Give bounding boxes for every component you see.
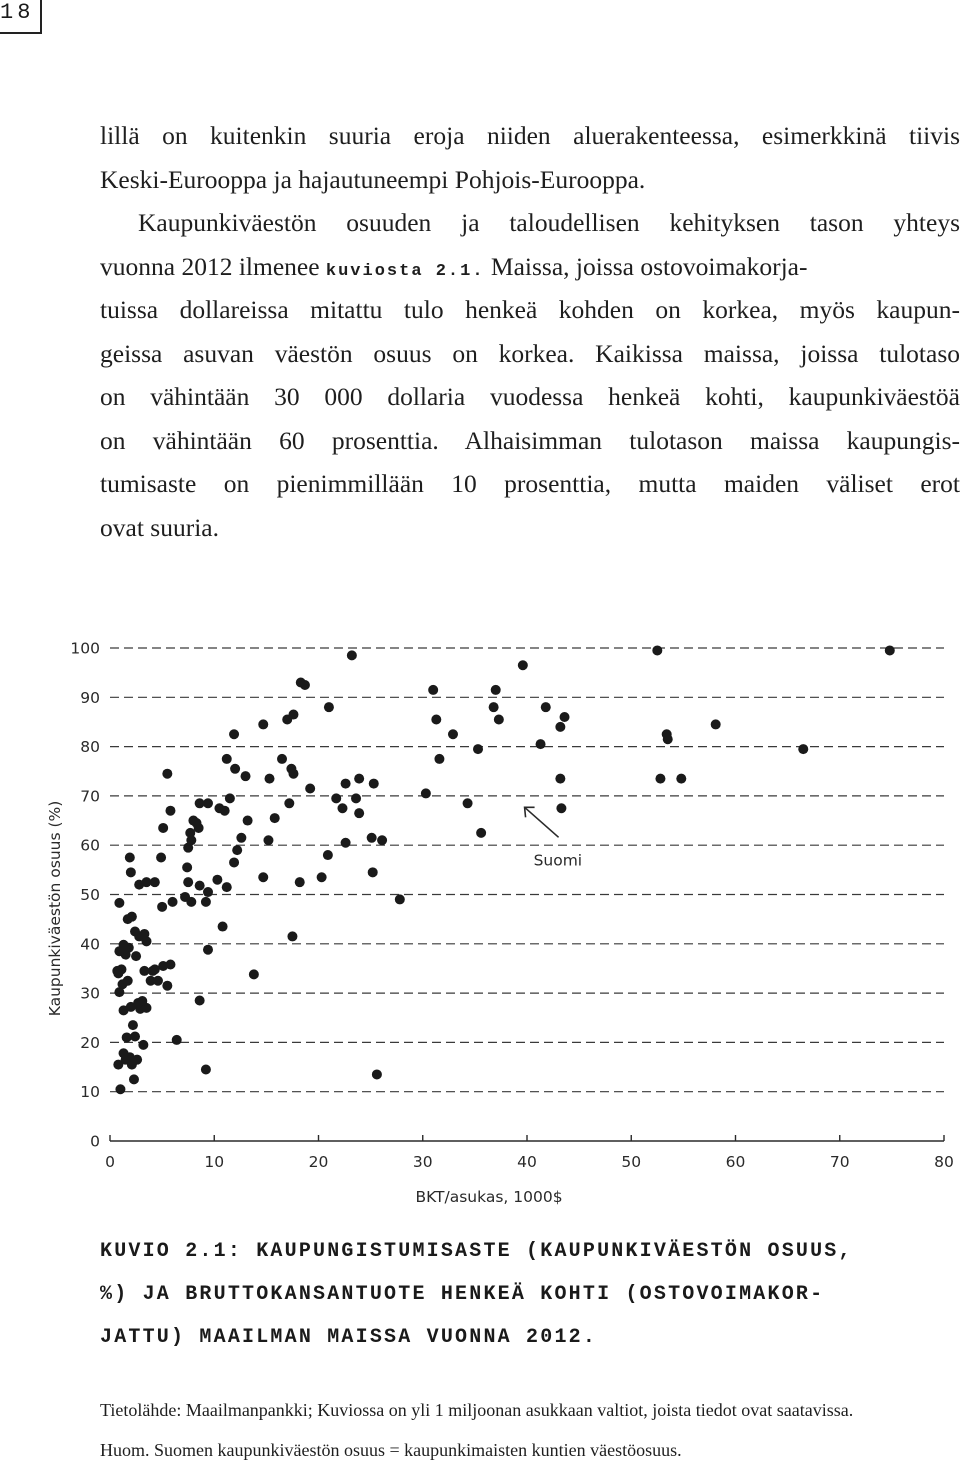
annotation-arrow-line <box>525 807 559 837</box>
data-point <box>186 897 196 907</box>
data-point <box>130 1031 140 1041</box>
page-number: 18 <box>0 0 42 34</box>
data-point <box>130 926 140 936</box>
data-point <box>300 680 310 690</box>
data-point <box>222 882 232 892</box>
y-tick-label: 90 <box>80 688 100 707</box>
data-point <box>131 951 141 961</box>
data-point <box>354 774 364 784</box>
data-point <box>287 931 297 941</box>
data-point <box>186 835 196 845</box>
data-point <box>128 1020 138 1030</box>
data-point <box>431 714 441 724</box>
data-point <box>195 881 205 891</box>
body-line-text: Maissa, joissa ostovoimakorja- <box>484 251 808 281</box>
data-point <box>798 744 808 754</box>
data-point <box>476 828 486 838</box>
data-point <box>230 764 240 774</box>
data-point <box>270 813 280 823</box>
x-tick-label: 40 <box>517 1153 537 1171</box>
data-point <box>123 976 133 986</box>
data-point <box>236 833 246 843</box>
data-point <box>368 867 378 877</box>
caption-line: JATTU) MAAILMAN MAISSA VUONNA 2012. <box>100 1326 598 1349</box>
data-point <box>138 1040 148 1050</box>
data-point <box>265 774 275 784</box>
caption-line: %) JA BRUTTOKANSANTUOTE HENKEÄ KOHTI (OSTOVOIMAKOR- <box>100 1283 825 1306</box>
y-tick-label: 30 <box>80 984 100 1003</box>
data-point <box>125 853 135 863</box>
data-point <box>195 995 205 1005</box>
x-axis-label: BKT/asukas, 1000$ <box>415 1188 563 1206</box>
data-point <box>139 929 149 939</box>
scatter-chart <box>0 620 960 1220</box>
body-line: tumisaste on pienimmillään 10 prosenttia, mutta maiden väliset erot <box>100 469 960 498</box>
chart-axes <box>110 1135 944 1141</box>
y-tick-label: 20 <box>80 1033 100 1052</box>
data-point <box>555 722 565 732</box>
data-point <box>127 912 137 922</box>
data-point <box>241 771 251 781</box>
body-line: geissa asuvan väestön osuus on korkea. Kaikissa maissa, joissa tulotaso <box>100 338 960 368</box>
body-line: on vähintään 30 000 dollaria vuodessa henkeä kohti, kaupunkiväestöä <box>100 382 960 411</box>
data-point <box>212 875 222 885</box>
x-tick-label: 0 <box>105 1153 115 1171</box>
data-point <box>158 823 168 833</box>
data-point <box>324 702 334 712</box>
data-point <box>157 902 167 912</box>
body-line-text: vuonna 2012 ilmenee <box>100 251 326 281</box>
body-line: Kaupunkiväestön osuuden ja taloudellisen kehityksen tason yhteys <box>138 208 960 237</box>
x-tick-label: 80 <box>934 1153 954 1171</box>
remark-note: Huom. Suomen kaupunkiväestön osuus = kaupunkimaisten kuntien väestöosuus. <box>100 1440 682 1460</box>
data-point <box>367 833 377 843</box>
data-point <box>222 754 232 764</box>
data-point <box>243 816 253 826</box>
x-tick-label: 10 <box>204 1153 225 1171</box>
data-point <box>284 798 294 808</box>
data-point <box>220 806 230 816</box>
data-point <box>150 964 160 974</box>
data-point <box>225 793 235 803</box>
body-line: on vähintään 60 prosenttia. Alhaisimman tulotason maissa kaupungis- <box>100 425 960 455</box>
data-point <box>341 779 351 789</box>
data-point <box>120 944 130 954</box>
data-point <box>156 853 166 863</box>
body-line: lillä on kuitenkin suuria eroja niiden aluerakenteessa, esimerkkinä tiivis <box>100 121 960 150</box>
data-point <box>295 877 305 887</box>
data-point <box>132 1055 142 1065</box>
data-point <box>218 922 228 932</box>
data-point <box>676 774 686 784</box>
data-point <box>201 897 211 907</box>
data-point <box>153 976 163 986</box>
data-point <box>203 945 213 955</box>
caption-line: KUVIO 2.1: KAUPUNGISTUMISASTE (KAUPUNKIVÄESTÖN OSUUS, <box>100 1240 853 1263</box>
data-point <box>448 729 458 739</box>
data-point <box>182 862 192 872</box>
chart-gridlines <box>110 648 944 1092</box>
data-point <box>114 898 124 908</box>
data-point <box>663 734 673 744</box>
y-tick-label: 50 <box>80 886 100 904</box>
data-point <box>229 857 239 867</box>
data-point <box>536 739 546 749</box>
y-tick-label: 100 <box>70 639 100 658</box>
data-point <box>126 867 136 877</box>
data-point <box>354 808 364 818</box>
y-tick-label: 70 <box>80 787 100 806</box>
data-point <box>232 845 242 855</box>
body-line: tuissa dollareissa mitattu tulo henkeä kohden on korkea, myös kaupun- <box>100 295 960 324</box>
data-point <box>165 960 175 970</box>
y-tick-label: 0 <box>90 1132 100 1151</box>
source-note: Tietolähde: Maailmanpankki; Kuviossa on yli 1 miljoonan asukkaan valtiot, joista tiedot ovat saatavissa. <box>100 1400 854 1420</box>
data-point <box>560 712 570 722</box>
data-point <box>162 981 172 991</box>
data-point <box>494 714 504 724</box>
data-point <box>377 835 387 845</box>
data-point <box>249 969 259 979</box>
data-point <box>203 887 213 897</box>
data-point <box>434 754 444 764</box>
data-point <box>168 897 178 907</box>
data-point <box>341 838 351 848</box>
data-point <box>229 729 239 739</box>
data-point <box>195 798 205 808</box>
data-point <box>286 764 296 774</box>
data-point <box>317 872 327 882</box>
y-tick-label: 60 <box>80 836 100 855</box>
data-point <box>428 685 438 695</box>
data-point <box>282 714 292 724</box>
data-point <box>652 645 662 655</box>
data-point <box>277 754 287 764</box>
data-point <box>305 784 315 794</box>
data-point <box>172 1035 182 1045</box>
data-point <box>711 719 721 729</box>
data-point <box>201 1065 211 1075</box>
data-point <box>655 774 665 784</box>
data-point <box>165 806 175 816</box>
data-point <box>351 793 361 803</box>
annotation-label: Suomi <box>533 851 583 870</box>
data-point <box>372 1069 382 1079</box>
y-axis-label: Kaupunkiväestön osuus (%) <box>46 800 64 1017</box>
x-tick-label: 20 <box>308 1153 329 1171</box>
data-point <box>556 803 566 813</box>
data-point <box>115 1084 125 1094</box>
data-point <box>347 650 357 660</box>
y-tick-label: 80 <box>80 738 100 757</box>
x-tick-label: 50 <box>621 1153 642 1171</box>
data-point <box>885 645 895 655</box>
data-point <box>473 744 483 754</box>
data-point <box>258 719 268 729</box>
data-point <box>150 877 160 887</box>
chart-annotation <box>525 807 583 869</box>
data-point <box>183 877 193 887</box>
data-point <box>331 793 341 803</box>
data-point <box>119 1048 129 1058</box>
x-tick-label: 70 <box>829 1153 850 1171</box>
data-point <box>395 894 405 904</box>
data-point <box>194 823 204 833</box>
data-point <box>518 660 528 670</box>
body-line: ovat suuria. <box>100 512 219 542</box>
x-tick-label: 30 <box>412 1153 433 1171</box>
data-point <box>555 774 565 784</box>
data-point <box>323 850 333 860</box>
data-point <box>541 702 551 712</box>
data-point <box>129 1074 139 1084</box>
body-line <box>100 245 960 289</box>
y-tick-label: 40 <box>80 935 100 954</box>
figure-reference: kuviosta 2.1. <box>325 261 485 281</box>
data-point <box>263 835 273 845</box>
data-point <box>337 803 347 813</box>
data-point <box>369 779 379 789</box>
x-tick-label: 60 <box>725 1153 746 1171</box>
body-paragraph <box>100 114 960 549</box>
figure-caption <box>100 1230 960 1359</box>
y-tick-label: 10 <box>80 1083 100 1102</box>
data-point <box>421 788 431 798</box>
data-point <box>162 769 172 779</box>
data-point <box>133 998 143 1008</box>
data-point <box>258 872 268 882</box>
chart-points <box>112 645 894 1094</box>
data-point <box>463 798 473 808</box>
data-point <box>489 702 499 712</box>
data-point <box>491 685 501 695</box>
data-point <box>113 968 123 978</box>
body-line: Keski-Eurooppa ja hajautuneempi Pohjois-Eurooppa. <box>100 164 646 194</box>
